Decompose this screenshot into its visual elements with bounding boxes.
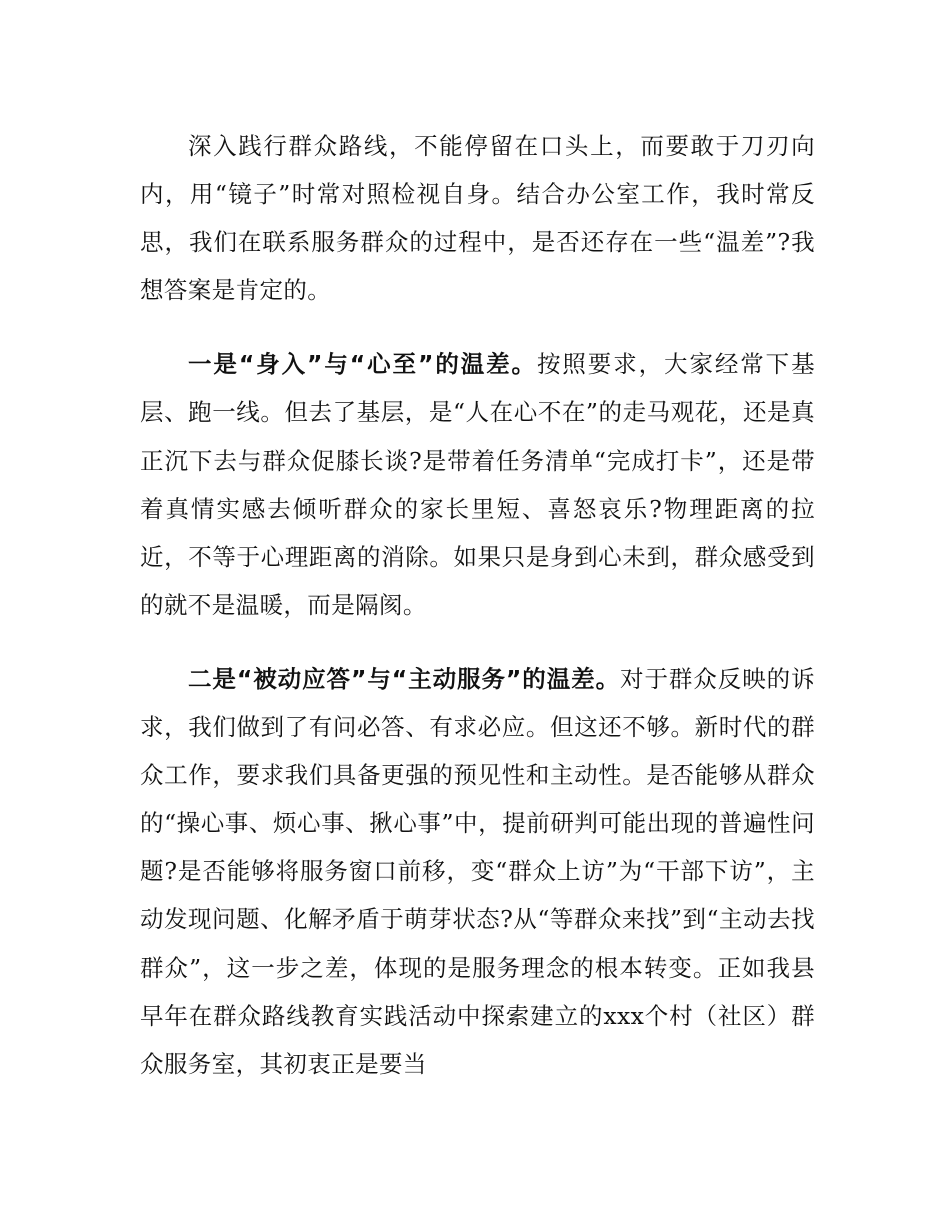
paragraph-intro [140, 122, 815, 314]
paragraph-point-two [140, 655, 815, 1088]
paragraph-text: 对于群众反映的诉求，我们做到了有问必答、有求必应。但这还不够。新时代的群众工作，要求我们具备更强的预见性和主动性。是否能够从群众的“操心事、烦心事、揪心事”中，提前研判可能出现的普遍性问题?是否能够将服务窗口前移，变“群众上访”为“干部下访”，主动发现问题、化解矛盾于萌芽状态?从“等群众来找”到“主动去找群众”，这一步之差，体现的是服务理念的根本转变。正如我县早年在群众路线教育实践活动中探索建立的xxx个村（社区）群众服务室，其初衷正是要当 [140, 664, 815, 1078]
paragraph-lead: 二是“被动应答”与“主动服务”的温差。 [188, 664, 621, 693]
paragraph-text: 按照要求，大家经常下基层、跑一线。但去了基层，是“人在心不在”的走马观花，还是真正沉下去与群众促膝长谈?是带着任务清单“完成打卡”，还是带着真情实感去倾听群众的家长里短、喜怒哀乐?物理距离的拉近，不等于心理距离的消除。如果只是身到心未到，群众感受到的就不是温暖，而是隔阂。 [140, 350, 815, 619]
paragraph-text: 深入践行群众路线，不能停留在口头上，而要敢于刀刃向内，用“镜子”时常对照检视自身。结合办公室工作，我时常反思，我们在联系服务群众的过程中，是否还存在一些“温差”?我想答案是肯定的。 [140, 132, 815, 305]
document-page [140, 122, 815, 1088]
paragraph-point-one [140, 340, 815, 629]
paragraph-lead: 一是“身入”与“心至”的温差。 [188, 350, 537, 379]
